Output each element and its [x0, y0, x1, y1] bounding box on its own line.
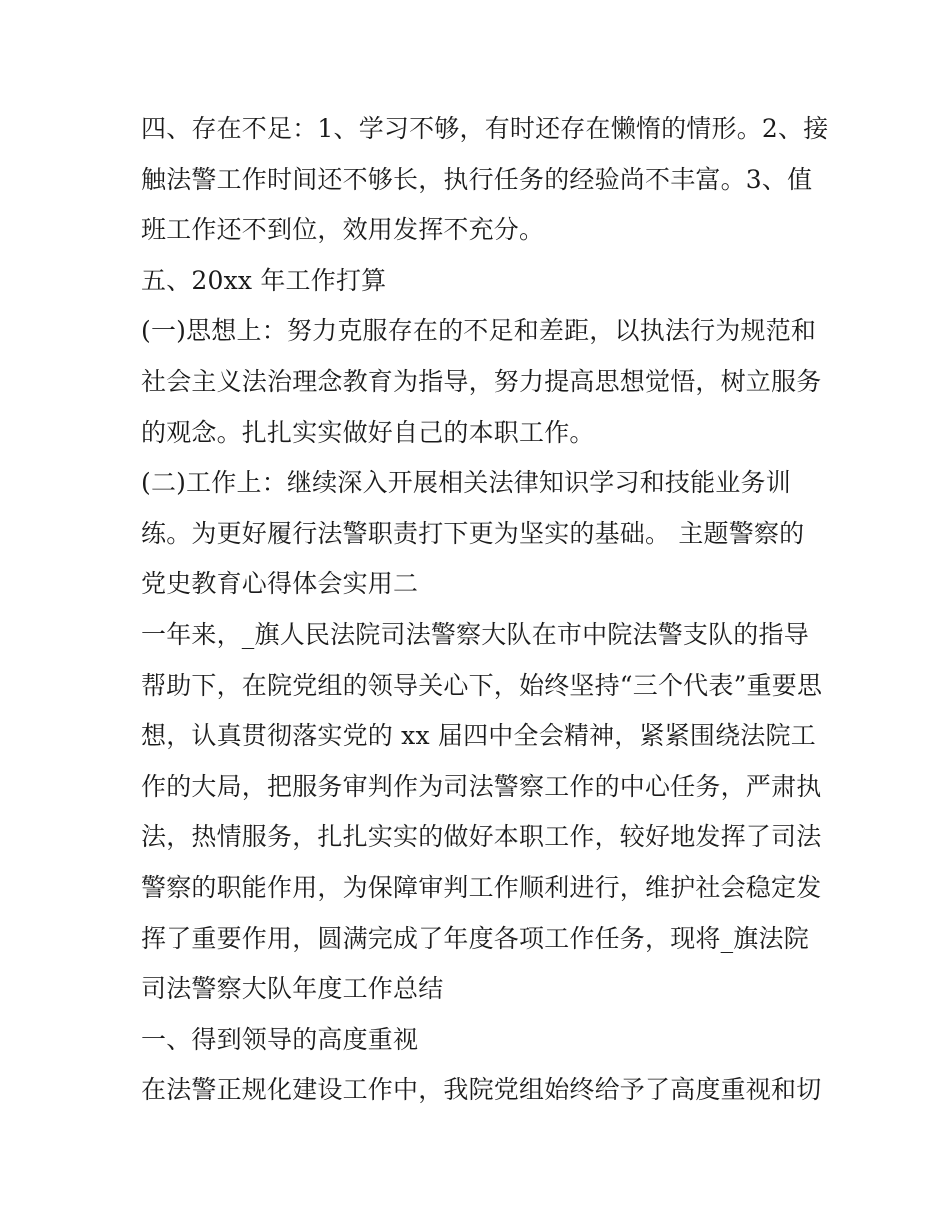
- text-line: 党史教育心得体会实用二: [141, 569, 419, 599]
- text-line: 挥了重要作用，圆满完成了年度各项工作任务，现将_旗法院: [141, 923, 809, 953]
- text-line: 班工作还不到位，效用发挥不充分。: [141, 215, 545, 245]
- text-line: 的观念。扎扎实实做好自己的本职工作。: [141, 417, 595, 447]
- text-line: 触法警工作时间还不够长，执行任务的经验尚不丰富。3、值: [141, 164, 813, 194]
- text-line: (二)工作上：继续深入开展相关法律知识学习和技能业务训: [141, 468, 791, 498]
- text-line: 在法警正规化建设工作中，我院党组始终给予了高度重视和切: [141, 1075, 822, 1105]
- document-body: [141, 104, 829, 1116]
- text-line: 作的大局，把服务审判作为司法警察工作的中心任务，严肃执: [141, 771, 822, 801]
- text-line: (一)思想上：努力克服存在的不足和差距，以执法行为规范和: [141, 316, 817, 346]
- text-line: 四、存在不足：1、学习不够，有时还存在懒惰的情形。2、接: [141, 114, 829, 143]
- text-line: 练。为更好履行法警职责打下更为坚实的基础。 主题警察的: [141, 518, 805, 548]
- text-line: 帮助下，在院党组的领导关心下，始终坚持“三个代表”重要思: [141, 670, 823, 700]
- text-line: 想，认真贯彻落实党的 xx 届四中全会精神，紧紧围绕法院工: [141, 721, 816, 751]
- text-line: 社会主义法治理念教育为指导，努力提高思想觉悟，树立服务: [141, 366, 822, 396]
- text-line: 司法警察大队年度工作总结: [141, 974, 444, 1004]
- section-heading: 一、得到领导的高度重视: [141, 1024, 419, 1054]
- text-line: 法，热情服务，扎扎实实的做好本职工作，较好地发挥了司法: [141, 822, 822, 852]
- text-line: 一年来，_旗人民法院司法警察大队在市中院法警支队的指导: [141, 619, 809, 649]
- text-line: 警察的职能作用，为保障审判工作顺利进行，维护社会稳定发: [141, 872, 822, 902]
- section-heading: 五、20xx 年工作打算: [141, 265, 387, 295]
